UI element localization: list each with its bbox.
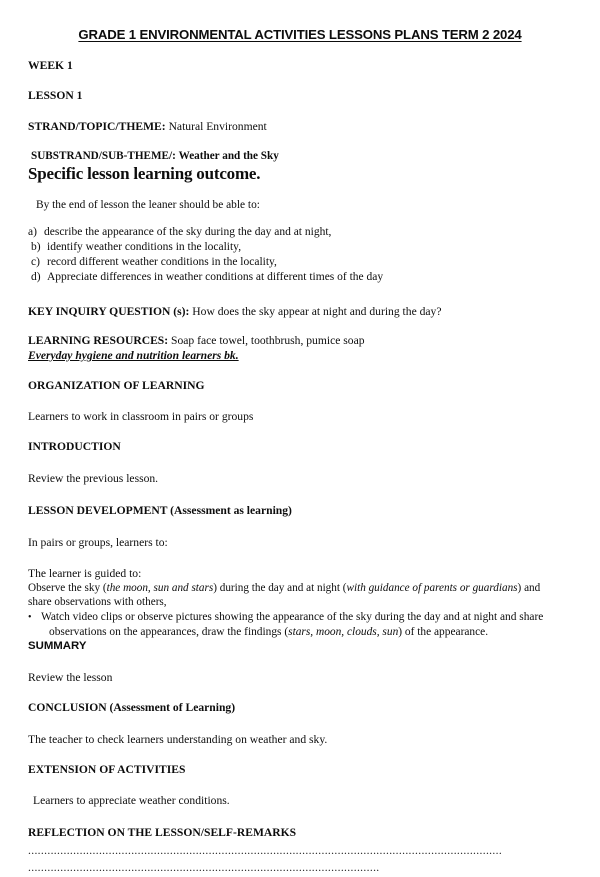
lesson-development-intro: In pairs or groups, learners to: (28, 535, 168, 549)
conclusion-text: The teacher to check learners understanding on weather and sky. (28, 732, 328, 746)
learning-resources-value: Soap face towel, toothbrush, pumice soap (171, 333, 365, 347)
outcome-marker: b) (31, 240, 41, 253)
outcome-marker: d) (31, 271, 41, 284)
document-body (0, 43, 600, 877)
introduction-text: Review the previous lesson. (28, 471, 159, 485)
learner-guided-line: The learner is guided to: (28, 566, 142, 580)
observe-italic-1: the moon, sun and stars (106, 581, 214, 594)
key-inquiry-label: KEY INQUIRY QUESTION (s): (28, 304, 190, 318)
outcome-text: identify weather conditions in the locality, (47, 240, 242, 253)
extension-text: Learners to appreciate weather conditions. (33, 794, 230, 808)
list-item (28, 255, 586, 270)
bullet-l2-italic: stars, moon, clouds, sun (288, 626, 399, 639)
outcome-marker: c) (31, 256, 40, 269)
list-item (28, 225, 586, 240)
lesson-heading: LESSON 1 (28, 89, 83, 102)
key-inquiry-question-line (28, 304, 586, 319)
strand-value: Natural Environment (168, 120, 267, 134)
observe-sky-line (28, 581, 586, 596)
key-inquiry-value: How does the sky appear at night and during the day? (192, 304, 442, 318)
outcome-text: describe the appearance of the sky during the day and at night, (44, 225, 332, 238)
learning-resources-book-line (28, 348, 586, 363)
list-item (28, 610, 586, 641)
list-item (28, 240, 586, 255)
introduction-heading: INTRODUCTION (28, 440, 121, 454)
organization-heading: ORGANIZATION OF LEARNING (28, 378, 205, 392)
strand-line (28, 119, 586, 134)
reflection-line-1[interactable]: ................................................................................................................................................... (28, 845, 503, 857)
substrand-value: Weather and the Sky (178, 149, 279, 162)
week-heading: WEEK 1 (28, 58, 73, 72)
outcome-marker: a) (28, 225, 37, 238)
outcome-intro: By the end of lesson the leaner should be able to: (36, 198, 260, 211)
outcome-text: Appreciate differences in weather conditions at different times of the day (47, 271, 384, 284)
bullet-line-1: Watch video clips or observe pictures showing the appearance of the sky during the day and at night and share (41, 610, 544, 623)
strand-label: STRAND/TOPIC/THEME: (28, 120, 166, 134)
substrand-label: SUBSTRAND/SUB-THEME/: (31, 149, 176, 162)
document-title: GRADE 1 ENVIRONMENTAL ACTIVITIES LESSONS PLANS TERM 2 2024 (78, 27, 522, 42)
summary-text: Review the lesson (28, 671, 113, 685)
share-observations-line: share observations with others, (28, 596, 167, 609)
bullet-line-2 (41, 625, 586, 640)
reflection-line-2[interactable]: ............................................................................................................. (28, 862, 380, 874)
lesson-plan-page (0, 27, 600, 874)
outcome-text: record different weather conditions in the locality, (47, 256, 277, 269)
specific-outcome-heading: Specific lesson learning outcome. (28, 164, 261, 184)
bullet-l2-part-1: observations on the appearances, draw the findings ( (49, 626, 289, 639)
bullet-icon: • (28, 611, 32, 623)
observe-part-1: Observe the sky ( (28, 581, 107, 594)
observe-part-2: ) during the day and at night ( (213, 581, 347, 594)
substrand-line (28, 149, 586, 164)
learning-resources-label: LEARNING RESOURCES: (28, 333, 169, 347)
list-item (28, 270, 586, 285)
summary-heading: SUMMARY (28, 640, 87, 653)
learning-outcomes-list (28, 225, 586, 286)
conclusion-heading: CONCLUSION (Assessment of Learning) (28, 701, 236, 715)
learning-resources-book: Everyday hygiene and nutrition learners bk. (28, 348, 239, 362)
reflection-heading: REFLECTION ON THE LESSON/SELF-REMARKS (28, 826, 297, 840)
extension-heading: EXTENSION OF ACTIVITIES (28, 762, 186, 776)
organization-text: Learners to work in classroom in pairs or groups (28, 410, 254, 424)
learning-resources-line (28, 333, 586, 348)
bullet-text (41, 610, 586, 641)
observe-part-3: ) and (517, 581, 541, 594)
observe-italic-2: with guidance of parents or guardians (346, 581, 518, 594)
bullet-l2-part-2: ) of the appearance. (398, 626, 489, 639)
lesson-development-heading: LESSON DEVELOPMENT (Assessment as learning) (28, 504, 292, 518)
